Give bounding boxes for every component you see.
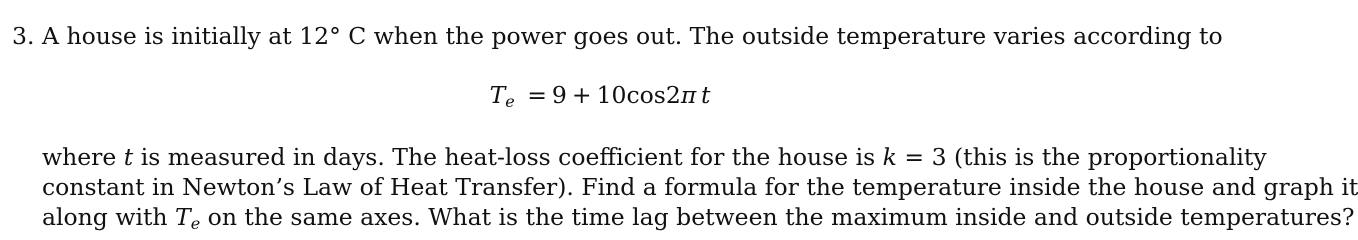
eq-arg-pi: π [680,81,697,109]
eq-equals: = [527,81,547,109]
var-k: k [882,143,897,171]
var-T-subscript: e [190,214,201,233]
body-text: along with [42,203,168,231]
eq-cos: cos [626,81,666,109]
body-line-2: constant in Newton’s Law of Heat Transfer). Find a formula for the temperature inside the house and graph it [42,173,1358,201]
body-line-1 [42,142,1267,172]
body-text: 3 (this is the proportionality [931,143,1267,171]
eq-coefficient: 10 [596,81,627,109]
outside-temperature-equation [0,80,1200,110]
body-equals: = [904,143,925,171]
eq-lhs-subscript: e [505,92,515,111]
var-T: T [175,203,191,231]
eq-arg-number: 2 [665,81,681,109]
var-t: t [123,143,134,171]
body-text: is measured in days. The heat-loss coefficient for the house is [140,143,876,171]
eq-lhs-variable: T [489,81,506,109]
body-line-3 [42,202,1355,233]
eq-arg-variable: t [700,81,711,109]
body-text: where [42,143,117,171]
body-text: on the same axes. What is the time lag between the maximum inside and outside temperatures? [207,203,1355,231]
eq-constant: 9 [551,81,567,109]
eq-plus: + [571,81,592,109]
problem-intro: A house is initially at 12° C when the power goes out. The outside temperature varies according to [42,22,1223,50]
problem-number: 3. [12,22,35,50]
